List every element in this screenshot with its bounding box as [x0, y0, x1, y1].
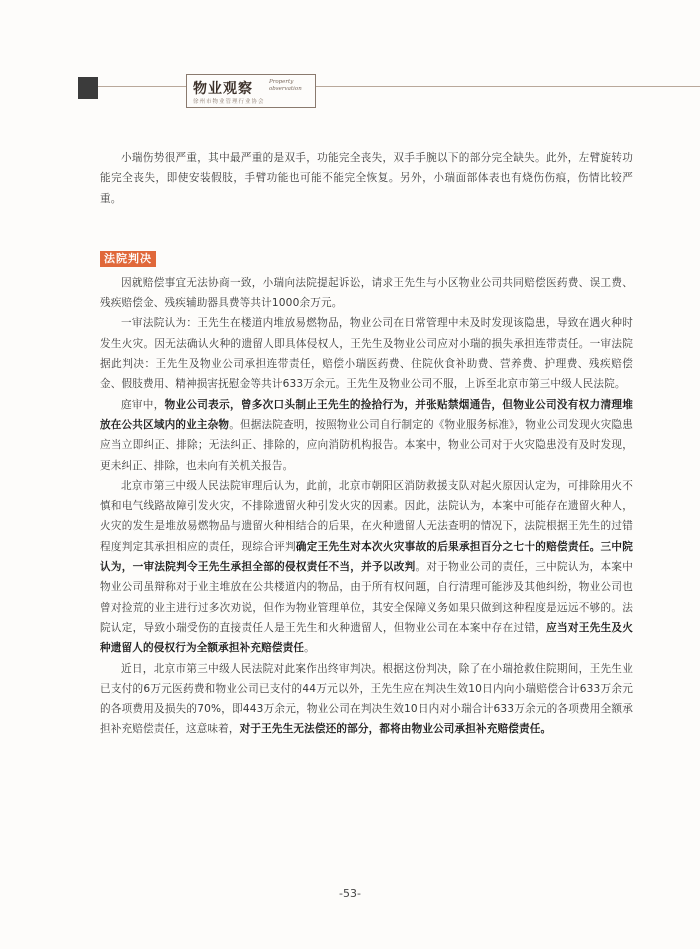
text-run: 庭审中，: [121, 398, 165, 411]
text-run: 。但据法院查明，按照物业公司自行制定的《物业服务标准》，物业公司发现火灾隐患应当立即纠正、排除；无法纠正、排除的，应向消防机构报告。本案中，物业公司对于火灾隐患没有及时发现，更未纠正、排除，也未向有关机关报告。: [100, 418, 633, 472]
paragraph: [100, 476, 633, 659]
bold-text: 对于王先生无法偿还的部分，都将由物业公司承担补充赔偿责任。: [239, 723, 552, 736]
logo-english: Property observation: [269, 79, 302, 92]
text-run: 近日，北京市第三中级人民法院对此案作出终审判决。根据这份判决，除了在小瑞抢救住院期间，王先生业已支付的6万元医药费和物业公司已支付的44万元以外，王先生应在判决生效10日内向小瑞赔偿合计633万余元的各项费用及损失的70%，即443万余元，物业公司在判决生效10日内对小瑞合计633万余元的各项费用全额承担补充赔偿责任，这意味着，: [100, 662, 633, 736]
bold-text: 确定王先生对本次火灾事故的后果承担百分之七十的赔偿责任。三中院认为，一审法院判令王先生承担全部的侵权责任不当，并予以改判: [100, 540, 633, 574]
bold-text: 应当对王先生及火种遗留人的侵权行为全额承担补充赔偿责任: [100, 621, 633, 655]
paragraph: 小瑞伤势很严重，其中最严重的是双手，功能完全丧失，双手手腕以下的部分完全缺失。此外，左臂旋转功能完全丧失，即使安装假肢，手臂功能也可能不能完全恢复。另外，小瑞面部体表也有烧伤伤痕，伤情比较严重。: [100, 152, 633, 205]
magazine-logo: [186, 74, 316, 108]
text-run: 。对于物业公司的责任，三中院认为，本案中物业公司虽辩称对于业主堆放在公共楼道内的物品，由于所有权问题，自行清理可能涉及其他纠纷，物业公司也曾对捡荒的业主进行过多次劝说，但作为物业管理单位，其安全保障义务如果只做到这种程度是远远不够的。法院认定，导致小瑞受伤的直接责任人是王先生和火种遗留人，但物业公司在本案中存在过错，: [100, 561, 633, 634]
text-run: 。: [304, 642, 315, 655]
bold-text: 物业公司表示，曾多次口头制止王先生的捡拾行为，并张贴禁烟通告，但物业公司没有权力清理堆放在公共区域内的业主杂物: [100, 398, 633, 431]
logo-subtitle: 徐州市物业管理行业协会: [193, 99, 265, 105]
paragraph: [100, 659, 633, 740]
page-number: -53-: [339, 887, 361, 900]
paragraph: 一审法院认为：王先生在楼道内堆放易燃物品，物业公司在日常管理中未及时发现该隐患，导致在遇火种时发生火灾。因无法确认火种的遗留人即具体侵权人，王先生及物业公司应对小瑞的损失承担连带责任。一审法院据此判决：王先生及物业公司承担连带责任，赔偿小瑞医药费、住院伙食补助费、营养费、护理费、残疾赔偿金、假肢费用、精神损害抚慰金等共计633万余元。王先生及物业公司不服，上诉至北京市第三中级人民法院。: [100, 317, 633, 391]
header-rule: [78, 86, 700, 87]
section-title: 法院判决: [100, 251, 156, 267]
logo-title: 物业观察: [193, 81, 253, 97]
text-run: 北京市第三中级人民法院审理后认为，此前，北京市朝阳区消防救援支队对起火原因认定为，可排除用火不慎和电气线路故障引发火灾，不排除遗留火种引发火灾的因素。因此，法院认为，本案中可能存在遗留火种人，火灾的发生是堆放易燃物品与遗留火种相结合的后果，在火种遗留人无法查明的情况下，法院根据王先生的过错程度判定其承担相应的责任，现综合评判: [100, 479, 633, 553]
header-block: [78, 77, 98, 99]
paragraph: 因就赔偿事宜无法协商一致，小瑞向法院提起诉讼，请求王先生与小区物业公司共同赔偿医药费、误工费、残疾赔偿金、残疾辅助器具费等共计1000余万元。: [100, 276, 633, 310]
article-body: [100, 148, 633, 740]
paragraph: [100, 395, 633, 476]
